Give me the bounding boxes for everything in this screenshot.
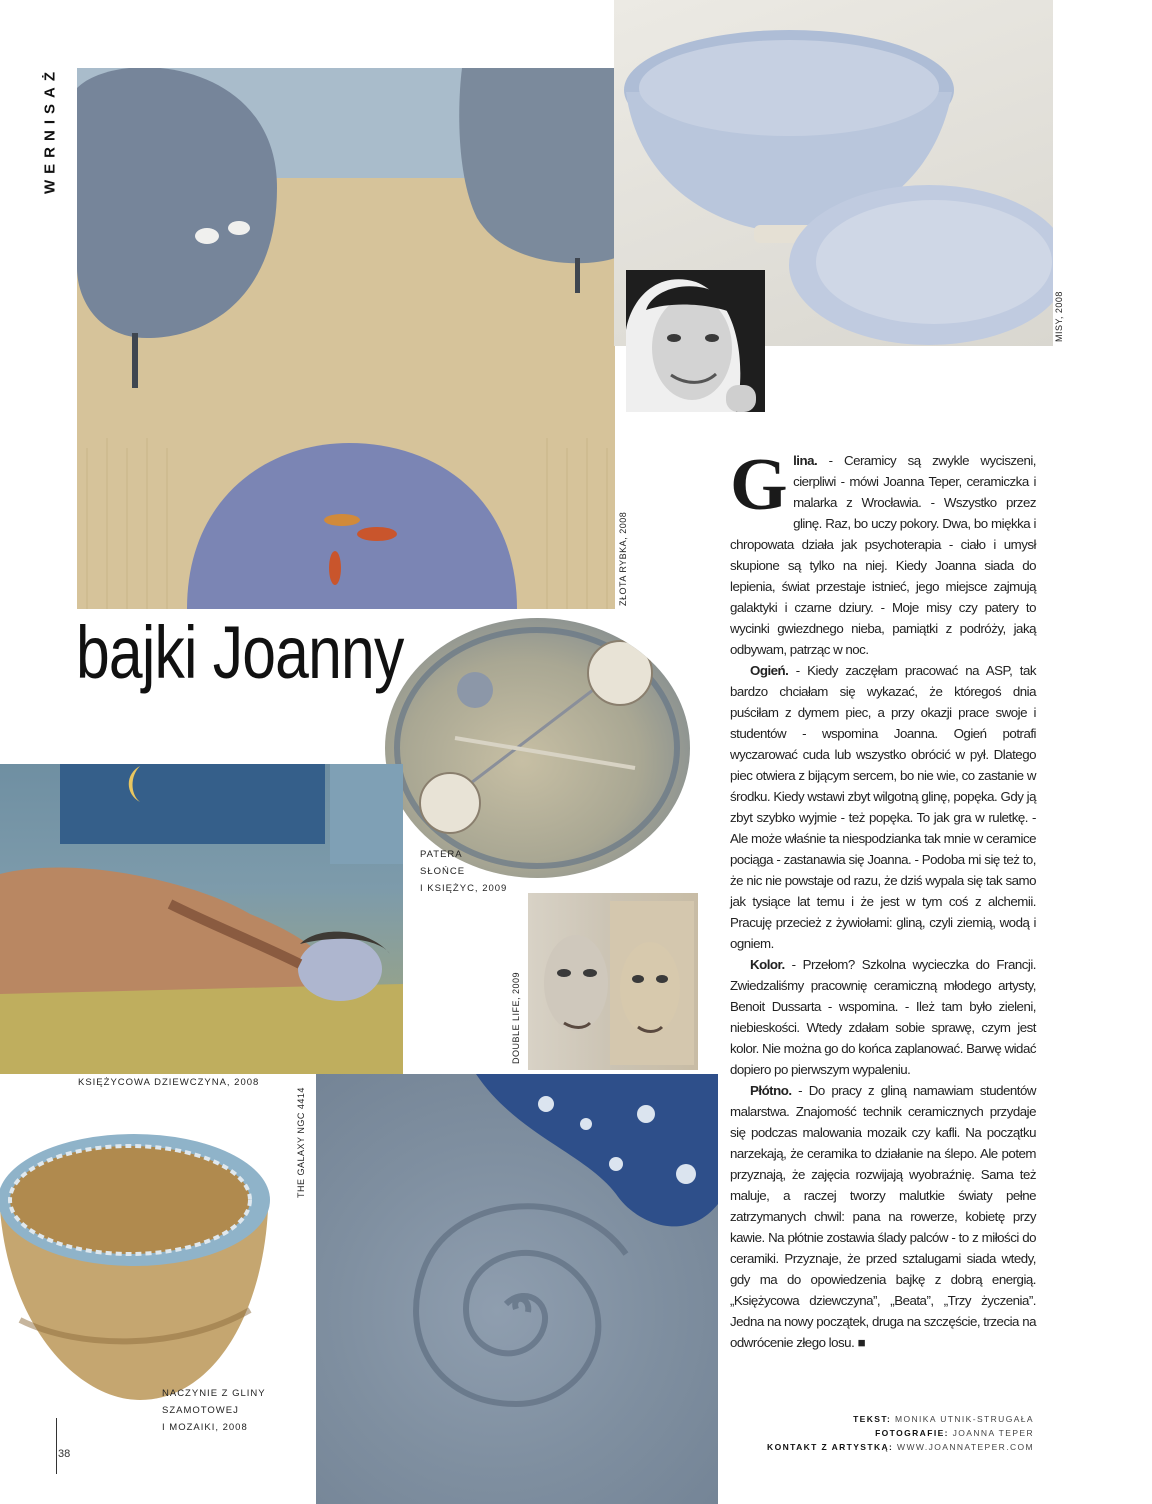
caption-patera-line-1: PATERA <box>420 849 463 860</box>
painting-ksiezycowa-dziewczyna <box>0 764 403 1074</box>
credit-tekst-value: MONIKA UTNIK-STRUGAŁA <box>895 1414 1034 1424</box>
credits <box>767 1412 1034 1454</box>
caption-double-life: DOUBLE LIFE, 2009 <box>511 971 521 1064</box>
credit-foto-label: FOTOGRAFIE: <box>875 1428 949 1438</box>
photo-patera <box>385 618 690 878</box>
lead-plotno: Płótno. <box>750 1083 792 1098</box>
lead-ogien: Ogień. <box>750 663 789 678</box>
lead-kolor: Kolor. <box>750 957 785 972</box>
galaxy-illustration <box>316 1074 718 1504</box>
article-body <box>730 444 1036 1353</box>
naczynie-illustration <box>0 1120 272 1410</box>
caption-zlota-rybka: ZŁOTA RYBKA, 2008 <box>618 511 628 606</box>
patera-illustration <box>385 618 690 878</box>
credit-foto <box>767 1426 1034 1440</box>
text-glina: - Ceramicy są zwykle wyciszeni, cierpliwi - mówi Joanna Teper, ceramiczka i malarka z Wrocławia. - Wszystko przez glinę. Raz, bo uczy pokory. Dwa, bo miękka i chropowata działa jak psychoterapia - ciało i umysł skupione są tylko na niej. Kiedy Joanna siada do lepienia, świat przestaje istnieć, jego miejsce zajmują galaktyki i czarne dziury. - Moje misy czy patery to wycinki gwiezdnego nieba, pamiątki z podróży, jaką odbywam, patrząc w noc. <box>730 453 1036 657</box>
credit-tekst-label: TEKST: <box>853 1414 892 1424</box>
text-ogien: - Kiedy zaczęłam pracować na ASP, tak bardzo chciałam się wykazać, że któregoś dnia puściłam z dymem piec, a przy okazji prace swoje i studentów - wspomina Joanna. Ogień potrafi wyczarować cuda lub wszystko obrócić w pył. Dlatego piec otwiera z bijącym sercem, bo nie wie, co zastanie w środku. Kiedy wstawi zbyt wilgotną glinę, popęka. Gdy ją zbyt szybko wyjmie - też popęka. To jak gra w ruletkę. - Ale może właśnie ta niespodzianka tak mnie w ceramice pociąga - zastanawia się Joanna. - Podoba mi się też to, że nic nie powstaje od razu, że dziś wypala się tak samo jak tysiące lat temu i że jest w tym coś z alchemii. Pracuję przecież z żywiołami: gliną, czyli ziemią, wodą i ogniem. <box>730 663 1036 951</box>
caption-naczynie <box>162 1385 266 1436</box>
paragraph-plotno <box>730 1080 1036 1353</box>
caption-ksiezycowa: KSIĘŻYCOWA DZIEWCZYNA, 2008 <box>78 1077 260 1088</box>
page-rule <box>56 1418 57 1474</box>
portrait-illustration <box>626 270 765 412</box>
end-mark: ■ <box>857 1335 866 1350</box>
text-plotno: - Do pracy z gliną namawiam studentów malarstwa. Znajomość technik ceramicznych przydaje się podczas malowania mozaik czy kafli. Na początku narzekają, że ceramika to działanie na ślepo. Ale potem przyznają, że zajęcia rozwijają wyobraźnię. Sama też maluje, a raczej tworzy malutkie światy pełne zatrzymanych chwil: pana na rowerze, kobietę przy kawie. Na płótnie zostawia ślady palców - to z miłości do ceramiki. Przyznaje, że przed sztalugami siada wtedy, gdy ma do opowiedzenia bajkę z dobrą energią. „Księżycowa dziewczyna”, „Beata”, „Trzy życzenia”. Jedna na nowy początek, druga na szczęście, trzecia na odwrócenie złego losu. <box>730 1083 1036 1350</box>
zlota-rybka-illustration <box>77 68 615 609</box>
article-title: bajki Joanny <box>76 611 404 694</box>
caption-patera-line-2: SŁOŃCE <box>420 866 466 877</box>
lead-glina: lina. <box>793 453 818 468</box>
credit-kontakt <box>767 1440 1034 1454</box>
painting-zlota-rybka <box>77 68 615 609</box>
section-label-text: WERNISAŻ <box>41 66 59 194</box>
photo-the-galaxy <box>316 1074 718 1504</box>
photo-naczynie <box>0 1120 272 1410</box>
photo-double-life <box>528 893 698 1070</box>
credit-kontakt-value: WWW.JOANNATEPER.COM <box>897 1442 1034 1452</box>
credit-foto-value: JOANNA TEPER <box>952 1428 1034 1438</box>
ksiezycowa-illustration <box>0 764 403 1074</box>
drop-cap: G <box>730 444 788 526</box>
caption-patera <box>420 846 507 897</box>
caption-patera-line-3: I KSIĘŻYC, 2009 <box>420 883 508 894</box>
page-number: 38 <box>58 1448 71 1460</box>
caption-naczynie-line-2: SZAMOTOWEJ <box>162 1405 239 1416</box>
caption-naczynie-line-1: NACZYNIE Z GLINY <box>162 1388 266 1399</box>
caption-galaxy: THE GALAXY NGC 4414 <box>296 1087 306 1198</box>
double-life-illustration <box>528 893 698 1070</box>
paragraph-ogien <box>730 660 1036 954</box>
paragraph-glina <box>730 444 1036 660</box>
section-label <box>30 60 70 200</box>
credit-kontakt-label: KONTAKT Z ARTYSTKĄ: <box>767 1442 894 1452</box>
text-kolor: - Przełom? Szkolna wycieczka do Francji. Zwiedzaliśmy pracownię ceramiczną młodego artysty, Benoit Dussarta - wspomina. - Ileż tam było zieleni, niebieskości. Wtedy zdałam sobie sprawę, czym jest kolor. Nie można go do końca zaplanować. Barwę widać dopiero po pierwszym wypaleniu. <box>730 957 1036 1077</box>
artist-portrait <box>626 270 765 412</box>
caption-naczynie-line-3: I MOZAIKI, 2008 <box>162 1422 248 1433</box>
caption-misy: MISY, 2008 <box>1054 291 1064 342</box>
paragraph-kolor <box>730 954 1036 1080</box>
credit-tekst <box>767 1412 1034 1426</box>
